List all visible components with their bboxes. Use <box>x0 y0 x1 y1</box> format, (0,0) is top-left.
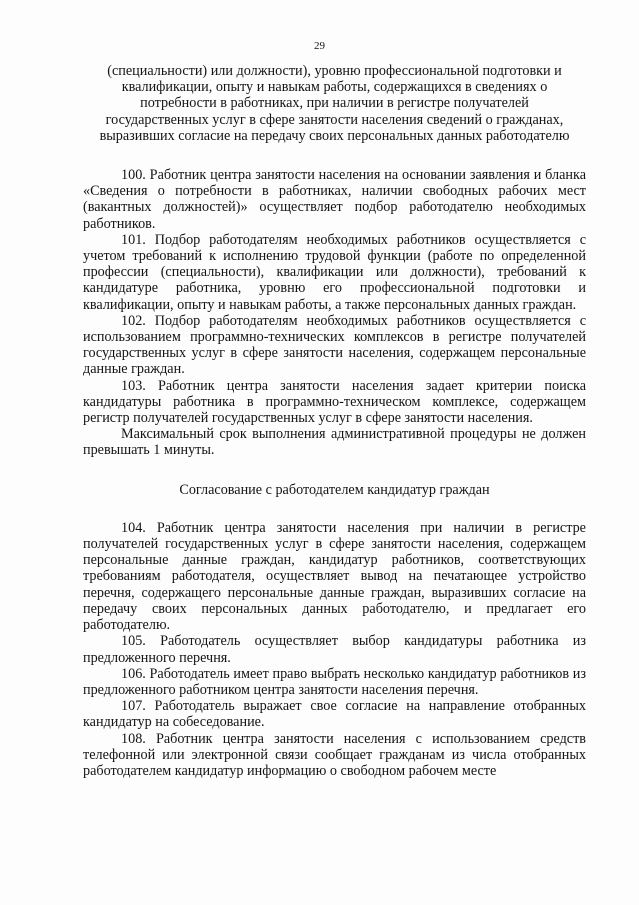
paragraph-107: 107. Работодатель выражает свое согласие на направление отобранных кандидатур на собеседование. <box>83 698 586 731</box>
paragraph-100: 100. Работник центра занятости населения на основании заявления и бланка «Сведения о потребности в работниках, наличии свободных рабочих мест (вакантных должностей)» осуществляет подбор работодателю необходимых работников. <box>83 167 586 232</box>
subsection-heading <box>83 63 586 144</box>
heading-line: (специальности) или должности), уровню профессиональной подготовки и <box>107 63 562 79</box>
paragraph-104: 104. Работник центра занятости населения при наличии в регистре получателей государственных услуг в сфере занятости населения, содержащем персональные данные граждан, кандидатур работников, соответствующих требованиям работодателя, осуществляет вывод на печатающее устройство перечня, содержащего персональные данные граждан, выразивших согласие на передачу своих персональных данных работодателю, и предлагает его работодателю. <box>83 519 586 634</box>
page-number: 29 <box>314 40 325 52</box>
heading-line: государственных услуг в сфере занятости населения сведений о гражданах, <box>105 111 564 128</box>
paragraph-108: 108. Работник центра занятости населения с использованием средств телефонной или электронной связи сообщает гражданам из числа отобранных работодателем кандидатур информацию о свободном рабочем месте <box>83 730 586 779</box>
paragraph-105: 105. Работодатель осуществляет выбор кандидатуры работника из предложенного перечня. <box>83 633 586 666</box>
document-body <box>83 63 586 779</box>
paragraph-max-time: Максимальный срок выполнения административной процедуры не должен превышать 1 минуты. <box>83 426 586 459</box>
heading-line: потребности в работниках, при наличии в регистре получателей <box>140 95 529 112</box>
paragraph-103: 103. Работник центра занятости населения задает критерии поиска кандидатуры работника в программно-техническом комплексе, содержащем регистр получателей государственных услуг в сфере занятости населения. <box>83 377 586 427</box>
paragraph-101: 101. Подбор работодателям необходимых работников осуществляется с учетом требований к исполнению трудовой функции (работе по определенной профессии (специальности), квалификации или должности), требований к кандидатуре работника, уровню его профессиональной подготовки и квалификации, опыту и навыкам работы, а также персональных данных граждан. <box>83 231 586 313</box>
section-title: Согласование с работодателем кандидатур граждан <box>179 481 490 498</box>
heading-line: выразивших согласие на передачу своих персональных данных работодателю <box>99 127 570 144</box>
paragraph-102: 102. Подбор работодателям необходимых работников осуществляется с использованием программно-технических комплексов в регистре получателей государственных услуг в сфере занятости населения, содержащем персональные данные граждан. <box>83 312 586 378</box>
heading-line: квалификации, опыту и навыкам работы, содержащихся в сведениях о <box>121 79 548 96</box>
paragraph-106: 106. Работодатель имеет право выбрать несколько кандидатур работников из предложенного работником центра занятости населения перечня. <box>83 665 586 698</box>
